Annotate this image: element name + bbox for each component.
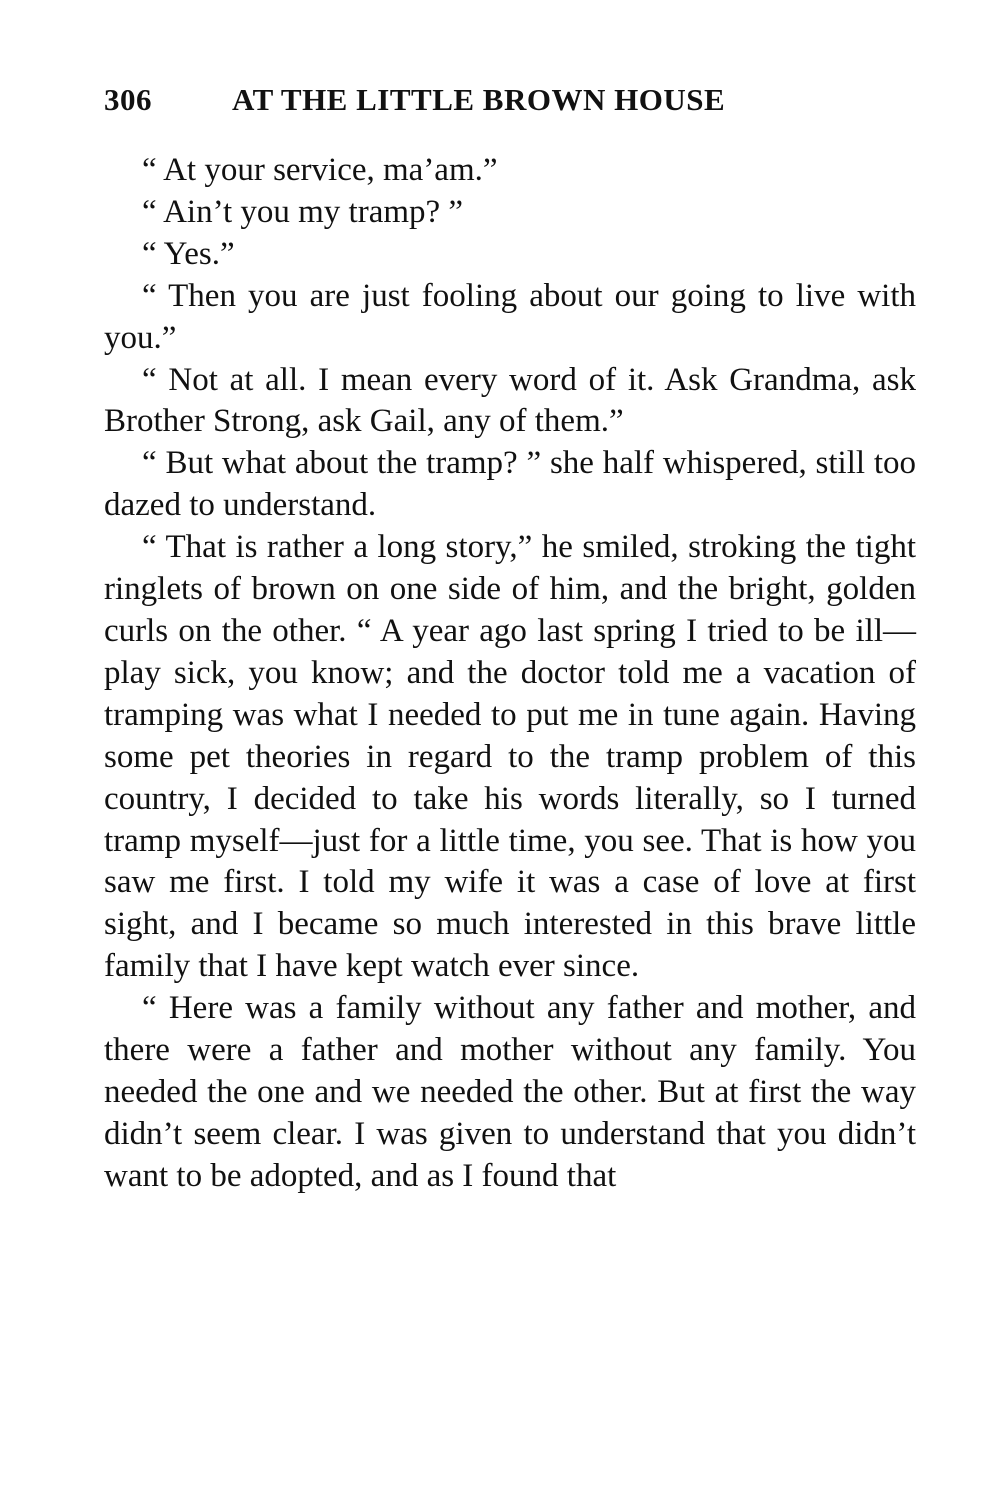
page-number: 306	[104, 82, 152, 117]
paragraph: “ Yes.”	[142, 235, 235, 272]
paragraph: “ Ain’t you my tramp? ”	[142, 193, 464, 230]
paragraph: “ At your service, ma’am.”	[142, 152, 498, 188]
paragraph: “ Not at all. I mean every word of it. Ask Grandma, ask Brother Strong, ask Gail, any of them.”	[104, 361, 916, 440]
page-header	[104, 80, 916, 120]
body-text	[104, 150, 916, 1198]
paragraph: “ That is rather a long story,” he smiled, stroking the tight ringlets of brown on one side of him, and the bright, golden curls on the other. “ A year ago last spring I tried to be ill—play sick, you know; and the doctor told me a vacation of tramping was what I needed to put me in tune again. Having some pet theories in regard to the tramp problem of this country, I decided to take his words literally, so I turned tramp myself—just for a little time, you see. That is how you saw me first. I told my wife it was a case of love at first sight, and I became so much interested in this brave little family that I have kept watch ever since.	[104, 529, 916, 985]
running-head: AT THE LITTLE BROWN HOUSE	[232, 82, 726, 117]
paragraph: “ Here was a family without any father and mother, and there were a father and mother without any family. You needed the one and we needed the other. But at first the way didn’t seem clear. I was given to understand that you didn’t want to be adopted, and as I found that	[104, 990, 916, 1194]
paragraph: “ But what about the tramp? ” she half whispered, still too dazed to understand.	[104, 445, 916, 524]
paragraph: “ Then you are just fooling about our going to live with you.”	[104, 277, 916, 356]
